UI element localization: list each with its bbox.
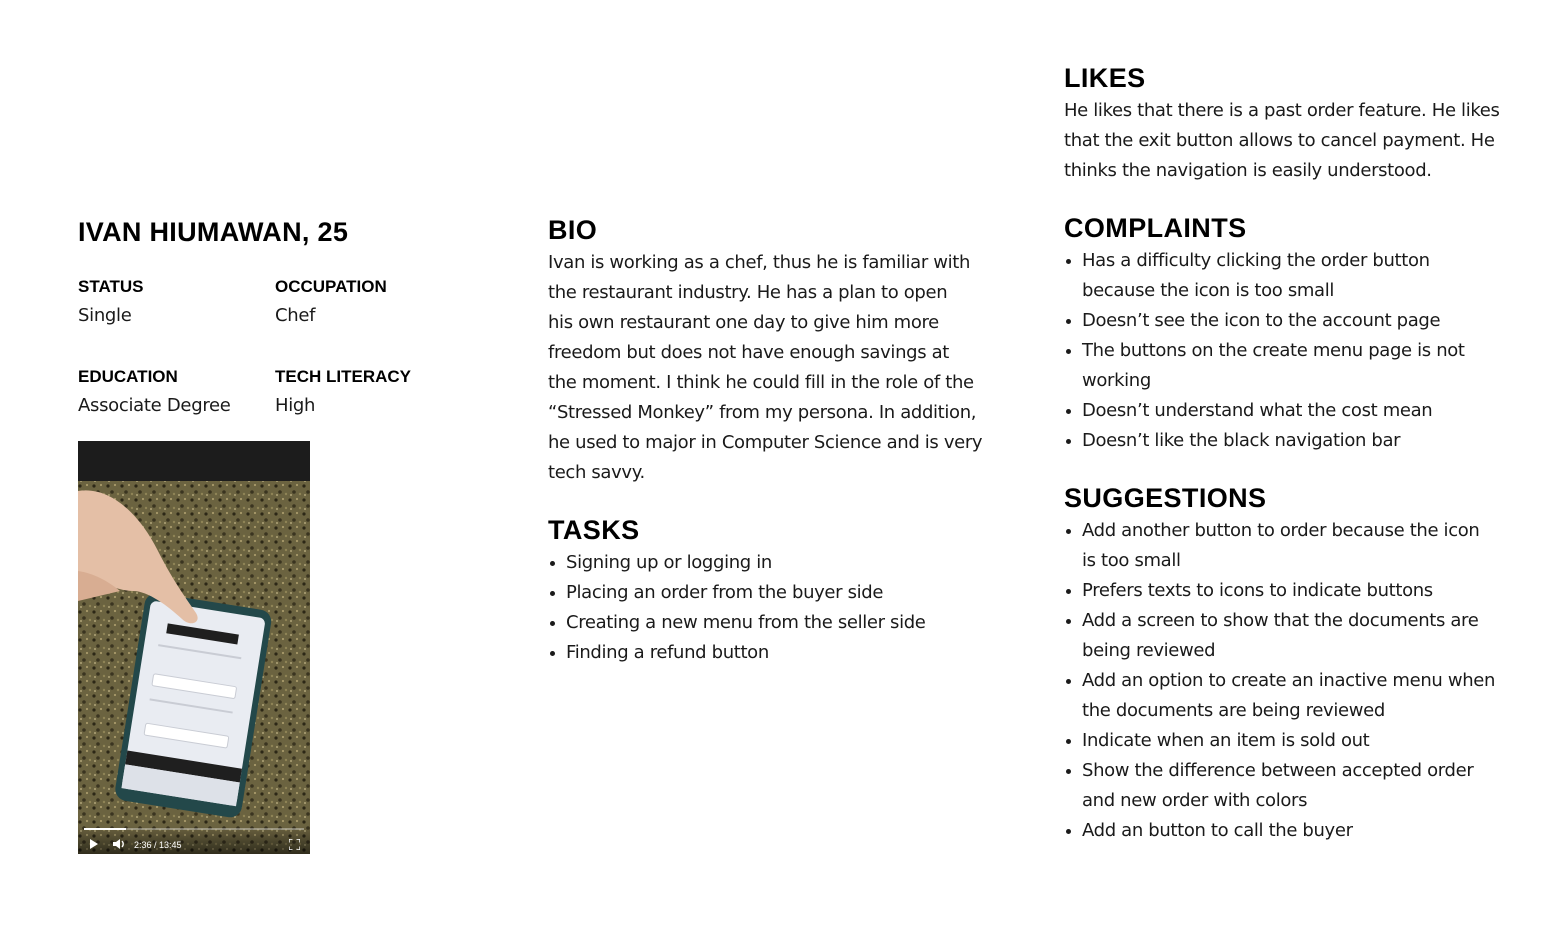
suggestion-item — [1064, 576, 1504, 606]
complaint-item — [1064, 246, 1504, 306]
suggestion-item — [1064, 816, 1504, 846]
persona-name: IVAN HIUMAWAN, 25 — [78, 217, 349, 247]
complaints-heading: COMPLAINTS — [1064, 213, 1247, 243]
suggestion-item-line: Show the difference between accepted order — [1082, 760, 1474, 781]
suggestion-item — [1064, 726, 1504, 756]
complaint-item — [1064, 336, 1504, 396]
bio-heading: BIO — [548, 215, 598, 245]
suggestion-item-line: Add an button to call the buyer — [1082, 820, 1353, 841]
task-item — [548, 608, 988, 638]
education-label: EDUCATION — [78, 367, 178, 386]
suggestion-item-line: is too small — [1082, 550, 1181, 571]
suggestion-item-line: Add an option to create an inactive menu when — [1082, 670, 1496, 691]
bio-line: tech savvy. — [548, 462, 645, 483]
suggestion-item-line: Add a screen to show that the documents are — [1082, 610, 1479, 631]
task-item-line: Creating a new menu from the seller side — [566, 612, 926, 633]
play-icon[interactable] — [90, 839, 98, 849]
likes-line: He likes that there is a past order feature. He likes — [1064, 100, 1500, 121]
complaint-item — [1064, 426, 1504, 456]
fullscreen-icon[interactable] — [289, 839, 300, 850]
bio-line: freedom but does not have enough savings at — [548, 342, 949, 363]
complaint-item-line: The buttons on the create menu page is not — [1082, 340, 1465, 361]
task-item — [548, 638, 988, 668]
suggestion-item — [1064, 516, 1504, 576]
complaint-item-line: Doesn’t see the icon to the account page — [1082, 310, 1441, 331]
user-test-video[interactable] — [78, 441, 310, 854]
complaint-item-line: working — [1082, 370, 1151, 391]
suggestions-list — [1064, 516, 1504, 846]
likes-heading: LIKES — [1064, 63, 1146, 93]
suggestion-item-line: Add another button to order because the icon — [1082, 520, 1480, 541]
occupation-label: OCCUPATION — [275, 277, 387, 296]
video-controls — [78, 826, 310, 854]
status-value: Single — [78, 305, 132, 326]
tech-literacy-label: TECH LITERACY — [275, 367, 411, 386]
complaint-item-line: Doesn’t understand what the cost mean — [1082, 400, 1433, 421]
bio-line: the moment. I think he could fill in the role of the — [548, 372, 974, 393]
likes-line: that the exit button allows to cancel payment. He — [1064, 130, 1495, 151]
bio-line: Ivan is working as a chef, thus he is familiar with — [548, 252, 971, 273]
likes-line: thinks the navigation is easily understood. — [1064, 160, 1432, 181]
suggestion-item-line: being reviewed — [1082, 640, 1216, 661]
task-item — [548, 548, 988, 578]
education-value: Associate Degree — [78, 395, 231, 416]
complaint-item-line: because the icon is too small — [1082, 280, 1335, 301]
suggestions-heading: SUGGESTIONS — [1064, 483, 1267, 513]
suggestion-item-line: Indicate when an item is sold out — [1082, 730, 1370, 751]
video-progress-bar[interactable] — [84, 828, 304, 830]
complaint-item — [1064, 306, 1504, 336]
task-item — [548, 578, 988, 608]
complaint-item — [1064, 396, 1504, 426]
likes-text — [1064, 96, 1504, 186]
bio-line: he used to major in Computer Science and is very — [548, 432, 983, 453]
suggestion-item-line: Prefers texts to icons to indicate buttons — [1082, 580, 1433, 601]
bio-line: “Stressed Monkey” from my persona. In addition, — [548, 402, 977, 423]
suggestion-item-line: the documents are being reviewed — [1082, 700, 1385, 721]
suggestion-item — [1064, 666, 1504, 726]
complaint-item-line: Has a difficulty clicking the order button — [1082, 250, 1430, 271]
status-label: STATUS — [78, 277, 144, 296]
task-item-line: Placing an order from the buyer side — [566, 582, 884, 603]
tasks-heading: TASKS — [548, 515, 640, 545]
complaint-item-line: Doesn’t like the black navigation bar — [1082, 430, 1401, 451]
complaints-list — [1064, 246, 1504, 456]
bio-line: the restaurant industry. He has a plan to open — [548, 282, 948, 303]
volume-icon[interactable] — [112, 837, 126, 851]
video-frame-image — [78, 441, 310, 854]
bio-text — [548, 248, 988, 488]
tasks-list — [548, 548, 988, 668]
task-item-line: Finding a refund button — [566, 642, 769, 663]
video-progress-fill — [84, 828, 126, 830]
tech-literacy-value: High — [275, 395, 316, 416]
bio-line: his own restaurant one day to give him more — [548, 312, 939, 333]
task-item-line: Signing up or logging in — [566, 552, 772, 573]
suggestion-item-line: and new order with colors — [1082, 790, 1308, 811]
video-time: 2:36 / 13:45 — [134, 840, 182, 850]
suggestion-item — [1064, 756, 1504, 816]
occupation-value: Chef — [275, 305, 316, 326]
suggestion-item — [1064, 606, 1504, 666]
